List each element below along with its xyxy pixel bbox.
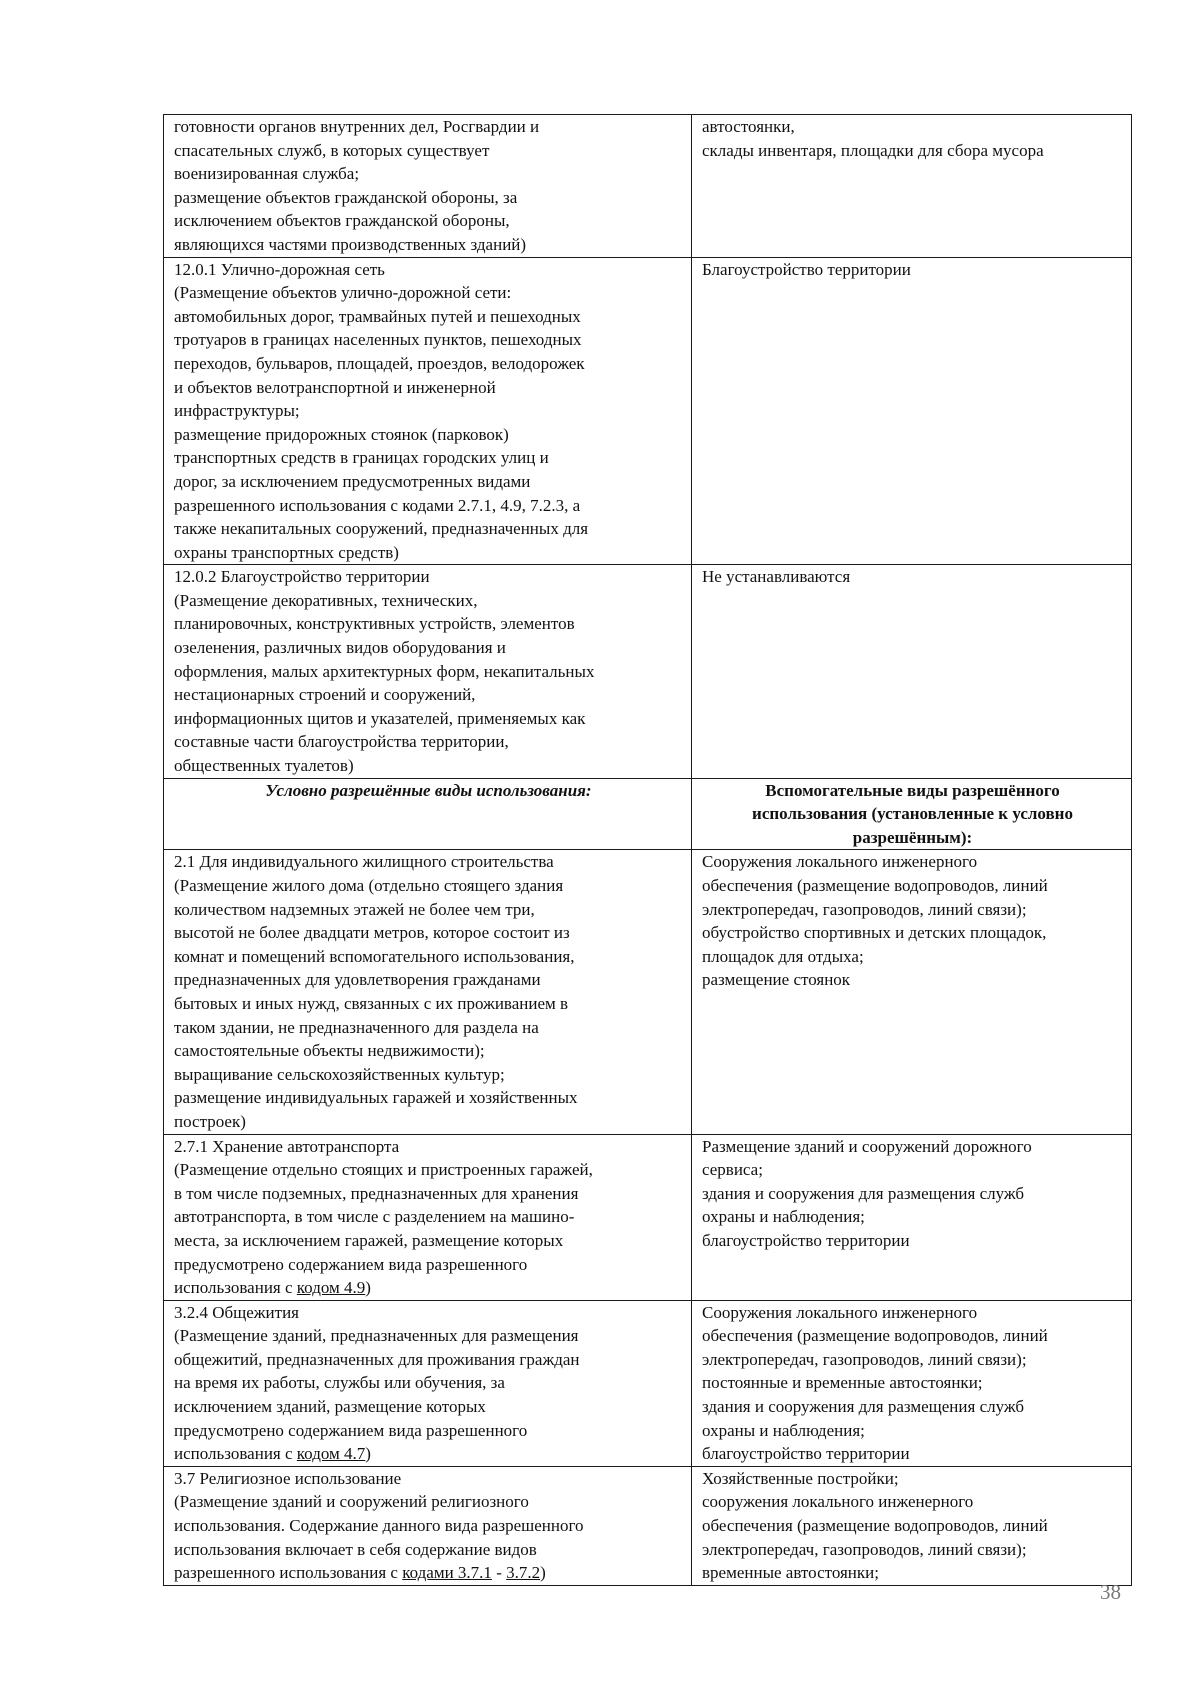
text-line: Сооружения локального инженерного [702, 852, 978, 872]
text-fragment: ) [540, 1563, 546, 1583]
text-line: 3.7 Религиозное использование [174, 1468, 402, 1488]
text-line: переходов, бульваров, площадей, проездов, велодорожек [174, 353, 585, 373]
code-link[interactable]: 3.7.2 [506, 1563, 541, 1583]
text-line: исключением объектов гражданской обороны, [174, 211, 510, 231]
text-line: озеленения, различных видов оборудования и [174, 638, 506, 658]
table-row [164, 115, 1132, 258]
text-fragment: использования с [174, 1278, 297, 1298]
text-line: размещение индивидуальных гаражей и хозяйственных [174, 1088, 578, 1108]
text-line: (Размещение отдельно стоящих и пристроенных гаражей, [174, 1160, 593, 1180]
text-line: предусмотрено содержанием вида разрешенного [174, 1254, 528, 1274]
text-line: таком здании, не предназначенного для раздела на [174, 1017, 539, 1037]
text-line: разрешенного использования с кодами 2.7.1, 4.9, 7.2.3, а [174, 495, 581, 515]
text-line: (Размещение зданий и сооружений религиозного [174, 1492, 529, 1512]
text-line: охраны и наблюдения; [702, 1207, 865, 1227]
code-link[interactable]: кодом 4.7 [296, 1444, 366, 1464]
text-line [174, 1561, 683, 1585]
text-line: здания и сооружения для размещения служб [702, 1397, 1025, 1417]
text-line: (Размещение декоративных, технических, [174, 590, 478, 610]
code-link[interactable]: кодами 3.7.1 [402, 1563, 492, 1583]
table-row [164, 1300, 1132, 1466]
text-line: постоянные и временные автостоянки; [702, 1373, 983, 1393]
text-line: составные части благоустройства территории, [174, 732, 509, 752]
right-cell [692, 850, 1132, 1134]
text-line: планировочных, конструктивных устройств, элементов [174, 614, 575, 634]
text-line: информационных щитов и указателей, применяемых как [174, 708, 586, 728]
text-line: использования. Содержание данного вида разрешенного [174, 1516, 584, 1536]
text-line: обеспечения (размещение водопроводов, линий [702, 876, 1048, 895]
text-line: Благоустройство территории [702, 259, 911, 279]
text-line: сооружения локального инженерного [702, 1492, 974, 1512]
text-line: инфраструктуры; [174, 401, 300, 421]
text-line: электропередач, газопроводов, линий связи); [702, 899, 1027, 919]
text-line: спасательных служб, в которых существует [174, 140, 490, 160]
text-line: также некапитальных сооружений, предназначенных для [174, 519, 589, 539]
text-line: Хозяйственные постройки; [702, 1468, 899, 1488]
table-row [164, 1134, 1132, 1300]
text-line: дорог, за исключением предусмотренных видами [174, 471, 531, 491]
left-cell [164, 850, 692, 1134]
text-line: автомобильных дорог, трамвайных путей и пешеходных [174, 306, 581, 326]
left-cell [164, 565, 692, 778]
heading-text: разрешённым): [852, 827, 973, 847]
text-line: Не устанавливаются [702, 567, 851, 587]
text-fragment: разрешенного использования с [174, 1563, 403, 1583]
text-line: военизированная служба; [174, 164, 360, 184]
text-line: предназначенных для удовлетворения гражданами [174, 970, 541, 990]
text-line: готовности органов внутренних дел, Росгвардии и [174, 117, 540, 136]
text-line: 12.0.1 Улично-дорожная сеть [174, 259, 385, 279]
heading-text: Вспомогательные виды разрешённого [765, 780, 1060, 800]
text-line: места, за исключением гаражей, размещение которых [174, 1230, 564, 1250]
text-line: Сооружения локального инженерного [702, 1302, 978, 1322]
text-line: исключением зданий, размещение которых [174, 1397, 486, 1417]
text-line: транспортных средств в границах городских улиц и [174, 448, 549, 468]
text-line: общественных туалетов) [174, 756, 354, 776]
text-line: автотранспорта, в том числе с разделением на машино- [174, 1207, 575, 1227]
left-cell [164, 1300, 692, 1466]
text-line: размещение объектов гражданской обороны, за [174, 187, 518, 207]
text-fragment: - [491, 1563, 507, 1583]
conditional-uses-heading [164, 778, 692, 850]
text-line: электропередач, газопроводов, линий связи); [702, 1349, 1027, 1369]
text-line: тротуаров в границах населенных пунктов, пешеходных [174, 330, 582, 350]
text-line [174, 1276, 683, 1300]
text-line: 2.1 Для индивидуального жилищного строительства [174, 852, 554, 872]
right-cell [692, 1466, 1132, 1585]
text-line: и объектов велотранспортной и инженерной [174, 377, 496, 397]
text-line: комнат и помещений вспомогательного использования, [174, 946, 575, 966]
text-line: благоустройство территории [702, 1444, 910, 1464]
text-line: (Размещение объектов улично-дорожной сети: [174, 283, 512, 303]
text-line: бытовых и иных нужд, связанных с их проживанием в [174, 993, 569, 1013]
text-line: автостоянки, [702, 117, 795, 136]
left-cell [164, 1134, 692, 1300]
heading-text: Условно разрешённые виды использования: [265, 780, 592, 800]
auxiliary-uses-heading [692, 778, 1132, 850]
text-line: 12.0.2 Благоустройство территории [174, 567, 430, 587]
text-line: площадок для отдыха; [702, 946, 864, 966]
text-line: самостоятельные объекты недвижимости); [174, 1041, 485, 1061]
left-cell [164, 115, 692, 258]
section-header-row [164, 778, 1132, 850]
right-cell [692, 115, 1132, 258]
text-line: оформления, малых архитектурных форм, некапитальных [174, 661, 595, 681]
text-line: 2.7.1 Хранение автотранспорта [174, 1136, 400, 1156]
page-number: 38 [1100, 1580, 1121, 1604]
text-line: в том числе подземных, предназначенных для хранения [174, 1183, 579, 1203]
table-row [164, 257, 1132, 565]
text-line: сервиса; [702, 1160, 763, 1180]
text-line: выращивание сельскохозяйственных культур; [174, 1064, 505, 1084]
right-cell [692, 565, 1132, 778]
text-line: на время их работы, службы или обучения, за [174, 1373, 505, 1393]
text-line: размещение придорожных стоянок (парковок) [174, 424, 509, 444]
text-line [174, 1442, 683, 1466]
left-cell [164, 257, 692, 565]
text-line: охраны и наблюдения; [702, 1420, 865, 1440]
text-line: Размещение зданий и сооружений дорожного [702, 1136, 1032, 1156]
text-line: склады инвентаря, площадки для сбора мусора [702, 140, 1044, 160]
text-line: размещение стоянок [702, 970, 851, 990]
text-fragment: ) [365, 1278, 371, 1298]
text-line: охраны транспортных средств) [174, 542, 399, 562]
text-fragment: ) [365, 1444, 371, 1464]
text-line: (Размещение зданий, предназначенных для размещения [174, 1326, 579, 1346]
left-cell [164, 1466, 692, 1585]
text-line: обеспечения (размещение водопроводов, линий [702, 1516, 1048, 1536]
text-line: нестационарных строений и сооружений, [174, 685, 476, 705]
text-line: общежитий, предназначенных для проживания граждан [174, 1349, 580, 1369]
text-line: количеством надземных этажей не более чем три, [174, 899, 535, 919]
text-line: обустройство спортивных и детских площадок, [702, 923, 1047, 943]
right-cell [692, 257, 1132, 565]
text-line: обеспечения (размещение водопроводов, линий [702, 1326, 1048, 1346]
right-cell [692, 1134, 1132, 1300]
text-line: высотой не более двадцати метров, которое состоит из [174, 923, 570, 943]
text-line: являющихся частями производственных зданий) [174, 234, 527, 254]
zoning-table [163, 114, 1132, 1586]
text-line: предусмотрено содержанием вида разрешенного [174, 1420, 528, 1440]
table-row [164, 1466, 1132, 1585]
table-row [164, 565, 1132, 778]
text-line: электропередач, газопроводов, линий связи); [702, 1539, 1027, 1559]
text-line: благоустройство территории [702, 1230, 910, 1250]
text-line: 3.2.4 Общежития [174, 1302, 300, 1322]
text-fragment: использования с [174, 1444, 297, 1464]
text-line: временные автостоянки; [702, 1563, 879, 1583]
right-cell [692, 1300, 1132, 1466]
text-line: использования включает в себя содержание видов [174, 1539, 537, 1559]
text-line: построек) [174, 1111, 246, 1131]
table-row [164, 850, 1132, 1134]
heading-text: использования (установленные к условно [752, 804, 1073, 824]
text-line: (Размещение жилого дома (отдельно стоящего здания [174, 876, 564, 895]
code-link[interactable]: кодом 4.9 [296, 1278, 366, 1298]
text-line: здания и сооружения для размещения служб [702, 1183, 1025, 1203]
